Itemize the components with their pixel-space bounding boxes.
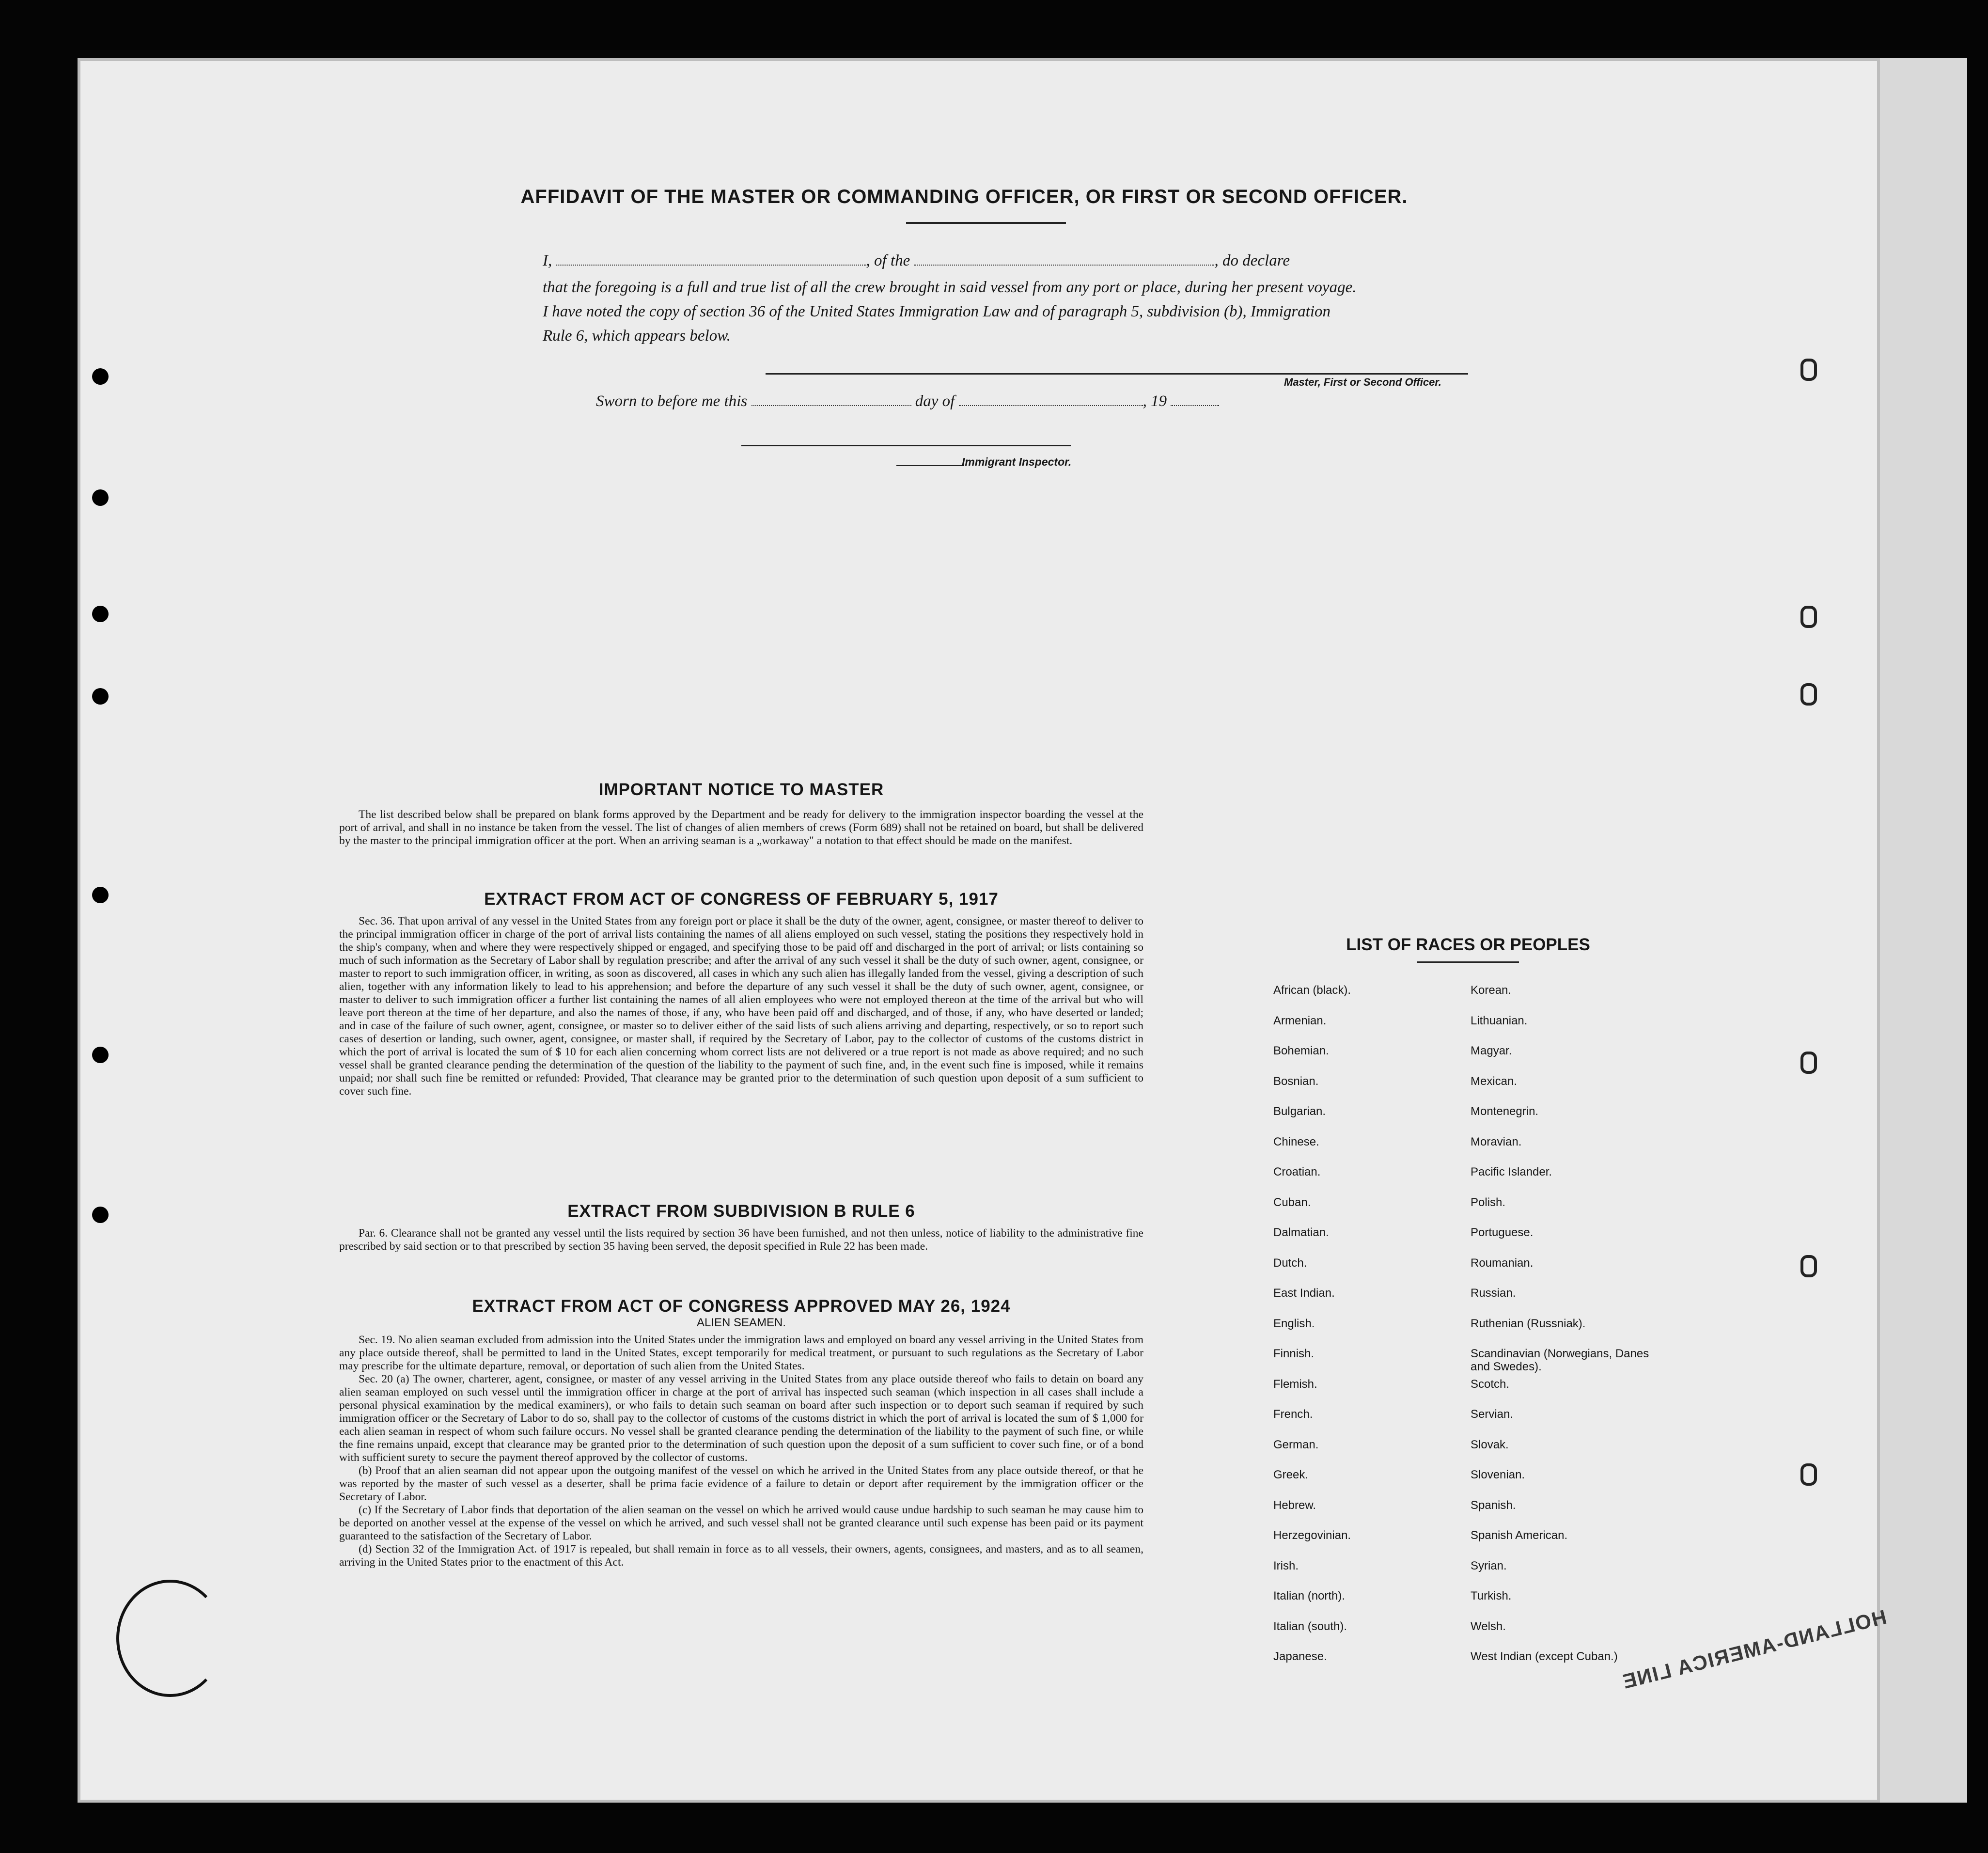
act-1924-heading: EXTRACT FROM ACT OF CONGRESS APPROVED MAY 26, 1924 [472, 1297, 1011, 1316]
race-item: Magyar. [1471, 1044, 1512, 1057]
race-item: Irish. [1273, 1559, 1299, 1572]
race-item: Ruthenian (Russniak). [1471, 1317, 1586, 1330]
race-item: Pacific Islander. [1471, 1165, 1552, 1178]
races-rule [1417, 961, 1519, 963]
race-item: Servian. [1471, 1408, 1514, 1421]
affidavit-line-3: I have noted the copy of section 36 of the United States Immigration Law and of paragraph 5, subdivision (b), Immigration [543, 303, 1331, 320]
act-1924-subheading: ALIEN SEAMEN. [696, 1316, 786, 1329]
race-item: Montenegrin. [1471, 1105, 1539, 1118]
race-item: Dalmatian. [1273, 1226, 1329, 1239]
race-item: Flemish. [1273, 1377, 1317, 1391]
race-item: Spanish American. [1471, 1529, 1568, 1542]
vessel-name-field[interactable] [914, 265, 1214, 266]
master-signature-label: Master, First or Second Officer. [1284, 376, 1441, 388]
affidavit-line-4: Rule 6, which appears below. [543, 327, 731, 345]
race-item: Korean. [1471, 984, 1512, 997]
races-title: LIST OF RACES OR PEOPLES [1346, 935, 1590, 954]
inspector-label: Immigrant Inspector. [962, 455, 1072, 468]
act-1924-section [339, 1297, 1143, 1569]
races-section [1269, 935, 1667, 971]
affidavit-declare: , do declare [1214, 252, 1290, 269]
sworn-day-of: day of [915, 393, 955, 410]
notice-text: The list described below shall be prepared on blank forms approved by the Department and be ready for delivery to the immigration inspector boarding the vessel at the port of arrival, and shall in no instance be taken from the vessel. The list of changes of alien members of crews (Form 689) shall not be retained on board, but shall be delivered by the master to the principal immigration officer at the port. When an arriving seaman is a „workaway" a notation to that effect should be made on the manifest. [339, 808, 1143, 847]
race-item: Cuban. [1273, 1195, 1311, 1209]
rule-6-text: Par. 6. Clearance shall not be granted any vessel until the lists required by section 36 have been furnished, and not then unless, notice of liability to the administrative fine prescribed by said section or to that prescribed by section 35 having been served, the deposit specified in Rule 22 has been made. [339, 1227, 1143, 1253]
race-item: Turkish. [1471, 1589, 1512, 1602]
race-item: Italian (south). [1273, 1619, 1347, 1633]
race-item: Armenian. [1273, 1014, 1327, 1027]
act-1917-section [339, 890, 1143, 1098]
binder-hole [92, 1047, 109, 1063]
officer-name-field[interactable] [556, 265, 866, 266]
act-1924-sec-19: Sec. 19. No alien seaman excluded from admission into the United States under the immigration laws and employed on board any vessel arriving in the United States from any place outside thereof, shall be permitted to land in the United States, except temporarily for medical treatment, or pursuant to such regulations as the Secretary of Labor may prescribe for the ultimate departure, removal, or deportation of such alien from the United States. [339, 1334, 1143, 1372]
notice-section [339, 780, 1143, 848]
race-item: Herzegovinian. [1273, 1529, 1351, 1542]
binder-ring [1800, 1052, 1817, 1074]
master-signature-rule [766, 373, 1468, 375]
act-1924-sec-20d: (d) Section 32 of the Immigration Act. of 1917 is repealed, but shall remain in force as to all vessels, their owners, agents, consignees, and masters, and as to all seamen, arriving in the United States prior to the enactment of this Act. [339, 1543, 1143, 1569]
race-item: Hebrew. [1273, 1498, 1316, 1512]
binder-hole [92, 887, 109, 903]
act-1924-sec-20c: (c) If the Secretary of Labor finds that deportation of the alien seaman on the vessel on which he arrived would cause undue hardship to such seaman he may cause him to be deported on another vessel at the expense of the vessel on which he arrived, and such vessel shall not be granted clearance until such expense has been paid or its payment guaranteed to the satisfaction of the Secretary of Labor. [339, 1504, 1143, 1542]
binder-hole [92, 489, 109, 506]
binder-hole [92, 606, 109, 622]
race-item: Roumanian. [1471, 1256, 1534, 1270]
race-item: Bulgarian. [1273, 1105, 1326, 1118]
race-item: Mexican. [1471, 1074, 1518, 1088]
race-item: Japanese. [1273, 1650, 1327, 1663]
affidavit-of-the: , of the [866, 252, 910, 269]
race-item: Bosnian. [1273, 1074, 1319, 1088]
race-item: Chinese. [1273, 1135, 1319, 1148]
act-1924-sec-20b: (b) Proof that an alien seaman did not appear upon the outgoing manifest of the vessel on which he arrived in the United States from any place outside thereof, or that he was reported by the master of such vessel as a deserter, shall be prima facie evidence of a failure to detain or deport after requirement by the immigration officer or the Secretary of Labor. [339, 1464, 1143, 1503]
race-item: Bohemian. [1273, 1044, 1329, 1057]
binder-ring [1800, 606, 1817, 628]
sworn-year: , 19 [1143, 393, 1167, 410]
title-rule [906, 222, 1066, 224]
act-1917-text: Sec. 36. That upon arrival of any vessel in the United States from any foreign port or place it shall be the duty of the owner, agent, consignee, or master thereof to deliver to the principal immigration officer in charge of the port of arrival lists containing the names of all aliens employed on such vessel, stating the positions they respectively hold in the ship's company, when and where they were respectively shipped or engaged, and specifying those to be paid off and discharged in the port of arrival; or lists containing so much of such information as the Secretary of Labor shall by regulation prescribe; and after the arrival of any such vessel it shall be the duty of such owner, agent, consignee, or master to report to such immigration officer, in writing, as soon as discovered, all cases in which any such alien has illegally landed from the vessel, giving a description of such alien, together with any information likely to lead to his apprehension; and before the departure of any such vessel it shall be the duty of such owner, agent, consignee, or master to deliver to such immigration officer a further list containing the names of all alien employees who were not employed thereon at the time of the arrival but who will leave port thereon at the time of her departure, and also the names of those, if any, who have been paid off and discharged, and of those, if any, who have deserted or landed; and in case of the failure of such owner, agent, consignee, or master so to deliver either of the said lists of such aliens arriving and departing, respectively, or so to report such cases of desertion or landing, such owner, agent, consignee, or master shall, if required by the Secretary of Labor, pay to the collector of customs of the customs district in which the port of arrival is located the sum of $ 10 for each alien concerning whom correct lists are not delivered or a true report is not made as above required; and no such vessel shall be granted clearance pending the determination of the question of the liability to the payment of such fine, and, in the event such fine is imposed, while it remains unpaid; nor shall such fine be remitted or refunded: Provided, That clearance may be granted prior to the determination of such question upon deposit of a sum sufficient to cover such fine. [339, 915, 1143, 1098]
affidavit-i: I, [543, 252, 552, 269]
race-item: Russian. [1471, 1287, 1516, 1300]
affidavit-title: AFFIDAVIT OF THE MASTER OR COMMANDING OFFICER, OR FIRST OR SECOND OFFICER. [520, 186, 1408, 207]
act-1917-heading: EXTRACT FROM ACT OF CONGRESS OF FEBRUARY 5, 1917 [484, 890, 999, 909]
binder-hole [92, 688, 109, 705]
race-item: Portuguese. [1471, 1226, 1534, 1239]
sworn-line [596, 393, 1219, 410]
race-item: Welsh. [1471, 1619, 1506, 1633]
race-item: Italian (north). [1273, 1589, 1346, 1602]
race-item: Greek. [1273, 1468, 1309, 1481]
binder-hole [92, 1207, 109, 1223]
notice-heading: IMPORTANT NOTICE TO MASTER [598, 780, 884, 799]
race-item: Spanish. [1471, 1498, 1516, 1512]
affidavit-line-2: that the foregoing is a full and true list of all the crew brought in said vessel from any port or place, during her present voyage. [543, 279, 1357, 296]
sworn-prefix: Sworn to before me this [596, 393, 748, 410]
race-item: East Indian. [1273, 1287, 1335, 1300]
handwritten-mark [116, 1580, 224, 1697]
binder-hole [92, 368, 109, 385]
race-item: French. [1273, 1408, 1313, 1421]
race-item: West Indian (except Cuban.) [1471, 1650, 1618, 1663]
race-item: Slovak. [1471, 1438, 1509, 1451]
binder-ring [1800, 1463, 1817, 1486]
affidavit-line-1 [543, 252, 1290, 270]
binder-ring [1800, 1255, 1817, 1277]
race-item: Syrian. [1471, 1559, 1507, 1572]
inspector-dotted-rule [896, 465, 964, 466]
rule-6-heading: EXTRACT FROM SUBDIVISION B RULE 6 [567, 1202, 915, 1221]
act-1924-sec-20a: Sec. 20 (a) The owner, charterer, agent, consignee, or master of any vessel arriving in the United States from any place outside thereof who fails to detain on board any alien seaman employed on such vessel until the immigration officer in charge at the port of arrival has inspected such seaman (which inspection in all cases shall include a personal physical examination by the medical examiners), or who fails to detain such seaman on board after such inspection or to deport such seaman if required by such immigration officer or the Secretary of Labor to do so, shall pay to the collector of customs of the customs district in which the port of arrival is located the sum of $ 1,000 for each alien seaman in respect of whom such failure occurs. No vessel shall be granted clearance pending the determination of the liability to the payment of such fine, or while the fine remains unpaid, except that clearance may be granted prior to the determination of such question upon the deposit of a sum sufficient to cover such fine, or of a bond with sufficient surety to secure the payment thereof approved by the collector of customs. [339, 1373, 1143, 1464]
sworn-month-field[interactable] [959, 405, 1143, 406]
race-item: Lithuanian. [1471, 1014, 1528, 1027]
race-item: Finnish. [1273, 1347, 1315, 1360]
race-item: Scandinavian (Norwegians, Danes and Swedes). [1471, 1347, 1649, 1373]
race-item: Moravian. [1471, 1135, 1522, 1148]
race-item: Polish. [1471, 1195, 1506, 1209]
rule-6-section [339, 1202, 1143, 1253]
inspector-signature-rule [741, 445, 1071, 446]
race-item: German. [1273, 1438, 1319, 1451]
binder-ring [1800, 683, 1817, 706]
sworn-year-field[interactable] [1171, 405, 1219, 406]
race-item: Slovenian. [1471, 1468, 1525, 1481]
binder-ring [1800, 359, 1817, 381]
race-item: Dutch. [1273, 1256, 1307, 1270]
race-item: African (black). [1273, 984, 1351, 997]
race-item: Croatian. [1273, 1165, 1321, 1178]
sworn-day-field[interactable] [751, 405, 911, 406]
race-item: Scotch. [1471, 1377, 1510, 1391]
race-item: English. [1273, 1317, 1315, 1330]
line-stamp: HOLLAND-AMERICA LINE [1619, 1605, 1889, 1694]
